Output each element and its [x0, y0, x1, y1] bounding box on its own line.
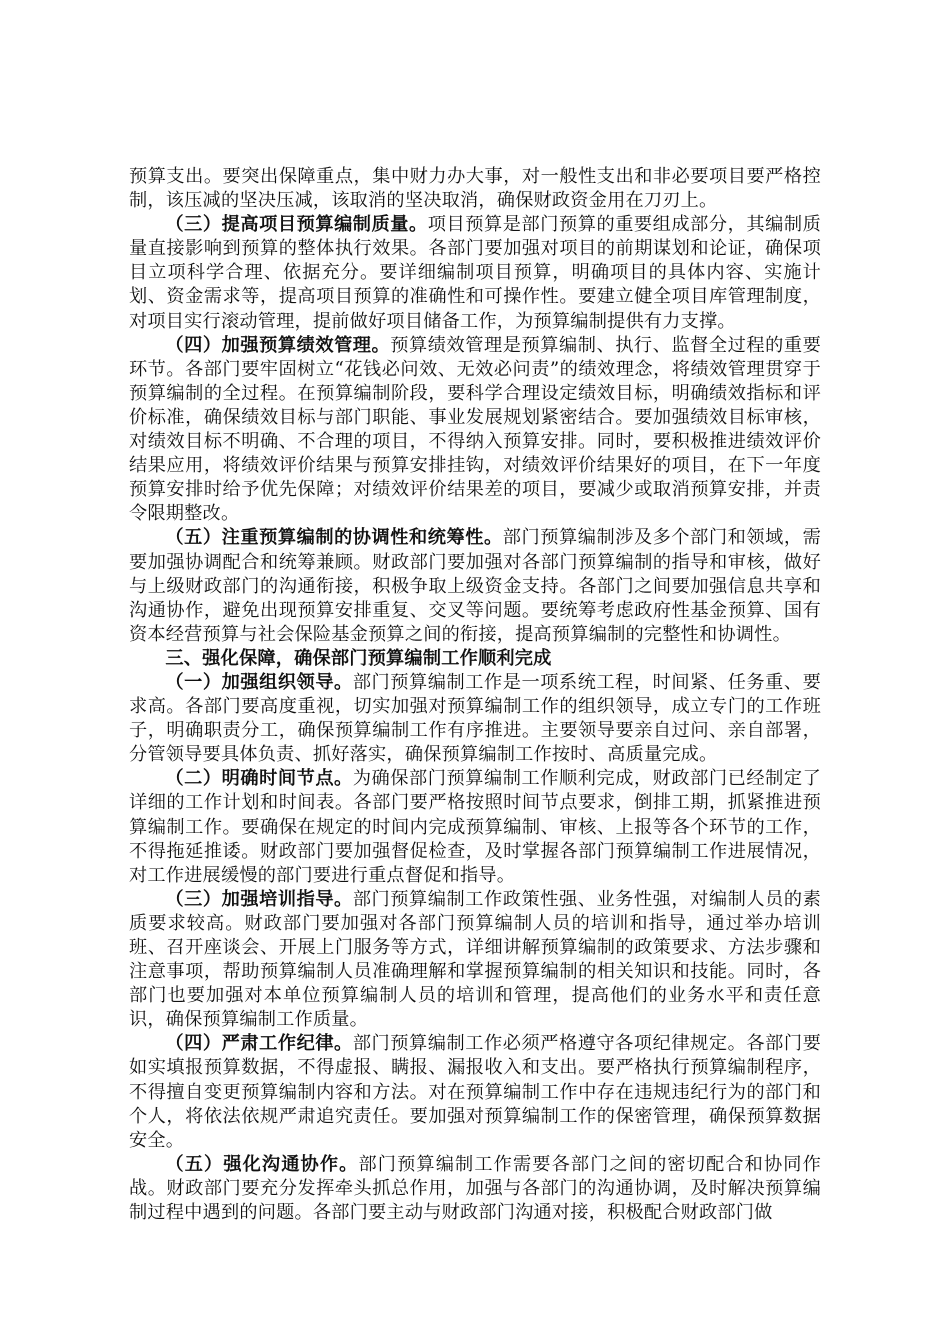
paragraph-communication-collaboration	[129, 1153, 821, 1225]
paragraph-lead: （一）加强组织领导。	[165, 671, 353, 693]
paragraph-work-discipline	[129, 1032, 821, 1152]
paragraph-time-nodes	[129, 767, 821, 887]
paragraph-text: 项目预算是部门预算的重要组成部分，其编制质量直接影响到预算的整体执行效果。各部门要加强对项目的前期谋划和论证，确保项目立项科学合理、依据充分。要详细编制项目预算，明确项目的具体内容、实施计划、资金需求等，提高项目预算的准确性和可操作性。要建立健全项目库管理制度，对项目实行滚动管理，提前做好项目储备工作，为预算编制提供有力支撑。	[129, 214, 821, 332]
paragraph-lead: （三）提高项目预算编制质量。	[165, 214, 428, 236]
paragraph-lead: （二）明确时间节点。	[165, 768, 353, 790]
paragraph-lead: （四）严肃工作纪律。	[165, 1033, 353, 1055]
paragraph-coordination	[129, 526, 821, 646]
paragraph-text: 为确保部门预算编制工作顺利完成，财政部门已经制定了详细的工作计划和时间表。各部门要严格按照时间节点要求，倒排工期，抓紧推进预算编制工作。要确保在规定的时间内完成预算编制、审核、上报等各个环节的工作，不得拖延推诿。财政部门要加强督促检查，及时掌握各部门预算编制工作进展情况，对工作进展缓慢的部门要进行重点督促和指导。	[129, 768, 821, 886]
paragraph-lead: （四）加强预算绩效管理。	[165, 334, 391, 356]
paragraph-continued	[129, 165, 821, 213]
paragraph-project-budget-quality	[129, 213, 821, 333]
paragraph-lead: （五）注重预算编制的协调性和统筹性。	[165, 527, 503, 549]
paragraph-text: 部门预算编制工作是一项系统工程，时间紧、任务重、要求高。各部门要高度重视，切实加强对预算编制工作的组织领导，成立专门的工作班子，明确职责分工，确保预算编制工作有序推进。主要领导要亲自过问、亲自部署，分管领导要具体负责、抓好落实，确保预算编制工作按时、高质量完成。	[129, 671, 821, 766]
paragraph-text: 预算支出。要突出保障重点，集中财力办大事，对一般性支出和非必要项目要严格控制，该压减的坚决压减，该取消的坚决取消，确保财政资金用在刀刃上。	[129, 166, 821, 212]
paragraph-lead: （五）强化沟通协作。	[165, 1153, 359, 1175]
paragraph-text: 部门预算编制涉及多个部门和领域，需要加强协调配合和统筹兼顾。财政部门要加强对各部门预算编制的指导和审核，做好与上级财政部门的沟通衔接，积极争取上级资金支持。各部门之间要加强信息共享和沟通协作，避免出现预算安排重复、交叉等问题。要统筹考虑政府性基金预算、国有资本经营预算与社会保险基金预算之间的衔接，提高预算编制的完整性和协调性。	[129, 527, 821, 645]
paragraph-text: 部门预算编制工作必须严格遵守各项纪律规定。各部门要如实填报预算数据，不得虚报、瞒报、漏报收入和支出。要严格执行预算编制程序，不得擅自变更预算编制内容和方法。对在预算编制工作中存在违规违纪行为的部门和个人，将依法依规严肃追究责任。要加强对预算编制工作的保密管理，确保预算数据安全。	[129, 1033, 821, 1151]
paragraph-text: 部门预算编制工作政策性强、业务性强，对编制人员的素质要求较高。财政部门要加强对各部门预算编制人员的培训和指导，通过举办培训班、召开座谈会、开展上门服务等方式，详细讲解预算编制的政策要求、方法步骤和注意事项，帮助预算编制人员准确理解和掌握预算编制的相关知识和技能。同时，各部门也要加强对本单位预算编制人员的培训和管理，提高他们的业务水平和责任意识，确保预算编制工作质量。	[129, 888, 821, 1031]
paragraph-lead: （三）加强培训指导。	[165, 888, 353, 910]
paragraph-organization-leadership	[129, 671, 821, 767]
document-body	[129, 165, 821, 1225]
paragraph-text: 部门预算编制工作需要各部门之间的密切配合和协同作战。财政部门要充分发挥牵头抓总作用，加强与各部门的沟通协调，及时解决预算编制过程中遇到的问题。各部门要主动与财政部门沟通对接，积极配合财政部门做	[129, 1153, 821, 1224]
paragraph-training-guidance	[129, 888, 821, 1033]
paragraph-performance-management	[129, 334, 821, 527]
paragraph-text: 预算绩效管理是预算编制、执行、监督全过程的重要环节。各部门要牢固树立“花钱必问效、无效必问责”的绩效理念，将绩效管理贯穿于预算编制的全过程。在预算编制阶段，要科学合理设定绩效目标，明确绩效指标和评价标准，确保绩效目标与部门职能、事业发展规划紧密结合。要加强绩效目标审核，对绩效目标不明确、不合理的项目，不得纳入预算安排。同时，要积极推进绩效评价结果应用，将绩效评价结果与预算安排挂钩，对绩效评价结果好的项目，在下一年度预算安排时给予优先保障；对绩效评价结果差的项目，要减少或取消预算安排，并责令限期整改。	[129, 334, 821, 525]
section-heading: 三、强化保障，确保部门预算编制工作顺利完成	[165, 647, 552, 669]
